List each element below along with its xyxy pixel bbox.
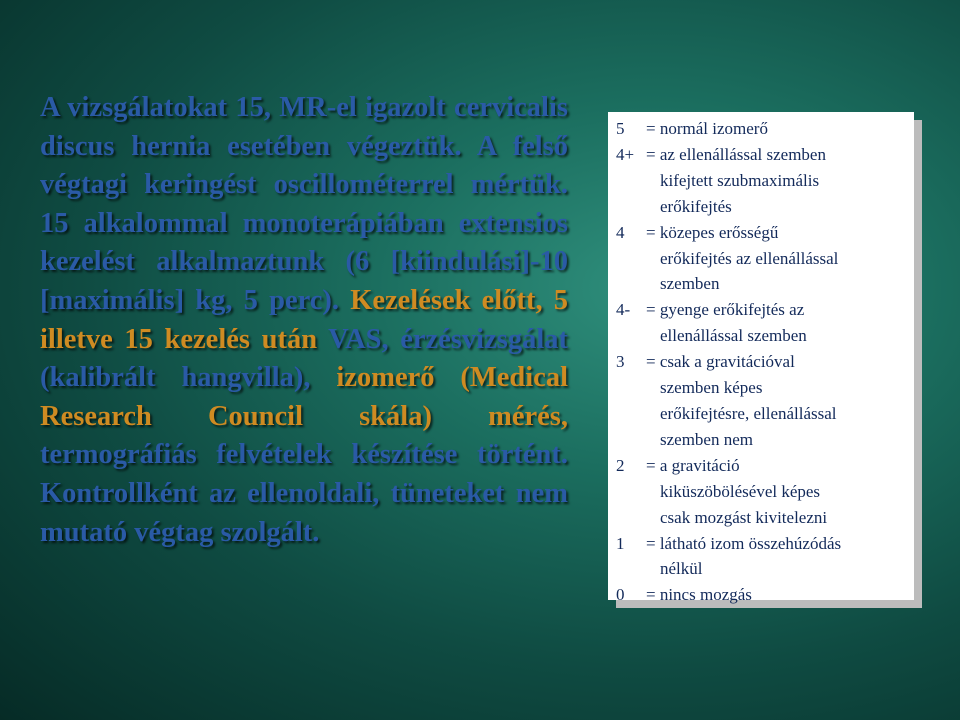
scale-code: 2 <box>616 455 625 475</box>
scale-line: = normál izomerő <box>646 119 768 138</box>
scale-line: szemben nem <box>660 429 753 449</box>
scale-item-0 <box>616 582 908 608</box>
scale-line: szemben <box>660 274 720 294</box>
scale-item-4 <box>616 220 908 298</box>
scale-description <box>646 453 908 531</box>
scale-line: = nincs mozgás <box>646 585 752 605</box>
scale-line: ellenállással szemben <box>660 326 807 346</box>
text-segment-thermography: termográfiás felvételek készítése történt. Kontrollként az ellenoldali, tüneteket nem mutató végtag szolgált. <box>40 439 568 548</box>
scale-line: = látható izom összehúzódás <box>646 533 842 553</box>
scale-line: erőkifejtés az ellenállással <box>660 248 839 268</box>
scale-code: 4+ <box>616 144 635 164</box>
scale-line: erőkifejtés <box>660 196 732 216</box>
scale-item-5 <box>616 116 908 142</box>
scale-code: 4 <box>616 222 625 242</box>
scale-line: = az ellenállással szemben <box>646 144 826 164</box>
scale-line: erőkifejtésre, ellenállással <box>660 403 837 423</box>
scale-description <box>646 142 908 220</box>
scale-code: 3 <box>616 352 625 372</box>
scale-code: 5 <box>616 119 625 138</box>
scale-item-4-minus <box>616 297 908 349</box>
scale-description <box>646 349 908 453</box>
scale-line: kiküszöbölésével képes <box>660 481 821 501</box>
scale-description <box>646 531 908 583</box>
scale-line: = a gravitáció <box>646 455 740 475</box>
scale-item-3 <box>616 349 908 453</box>
scale-item-1 <box>616 531 908 583</box>
main-paragraph <box>40 89 568 552</box>
scale-description <box>646 220 908 298</box>
text-segment-timing: Kezelések előtt, 5 illetve 15 kezelés után <box>40 284 569 355</box>
scale-code: 0 <box>616 585 625 605</box>
text-segment-vas: VAS, érzésvizsgálat (kalibrált hangvilla), <box>40 323 568 394</box>
scale-line: = gyenge erőkifejtés az <box>646 300 805 320</box>
text-segment-method: A vizsgálatokat 15, MR-el igazolt cervicalis discus hernia esetében végeztük. A felső végtagi keringést oscillométerrel mértük. 15 alkalommal monoterápiában extensios kezelést alkalmaztunk (6 [kiindulási]-10 [maximális] kg, 5 perc). <box>40 92 568 316</box>
scale-item-2 <box>616 453 908 531</box>
scale-line: nélkül <box>660 559 703 579</box>
muscle-strength-scale-box <box>608 112 914 605</box>
scale-item-4-plus <box>616 142 908 220</box>
scale-line: = csak a gravitációval <box>646 352 795 372</box>
scale-line: csak mozgást kivitelezni <box>660 507 828 527</box>
scale-line: = közepes erősségű <box>646 222 779 242</box>
scale-line: kifejtett szubmaximális <box>660 170 820 190</box>
scale-code: 4- <box>616 300 631 320</box>
scale-code: 1 <box>616 533 625 553</box>
scale-description <box>646 297 908 349</box>
scale-line: szemben képes <box>660 378 763 398</box>
scale-description <box>646 582 908 608</box>
text-segment-muscle-strength: izomerő (Medical Research Council skála) mérés, <box>40 362 568 432</box>
scale-description <box>646 116 908 142</box>
